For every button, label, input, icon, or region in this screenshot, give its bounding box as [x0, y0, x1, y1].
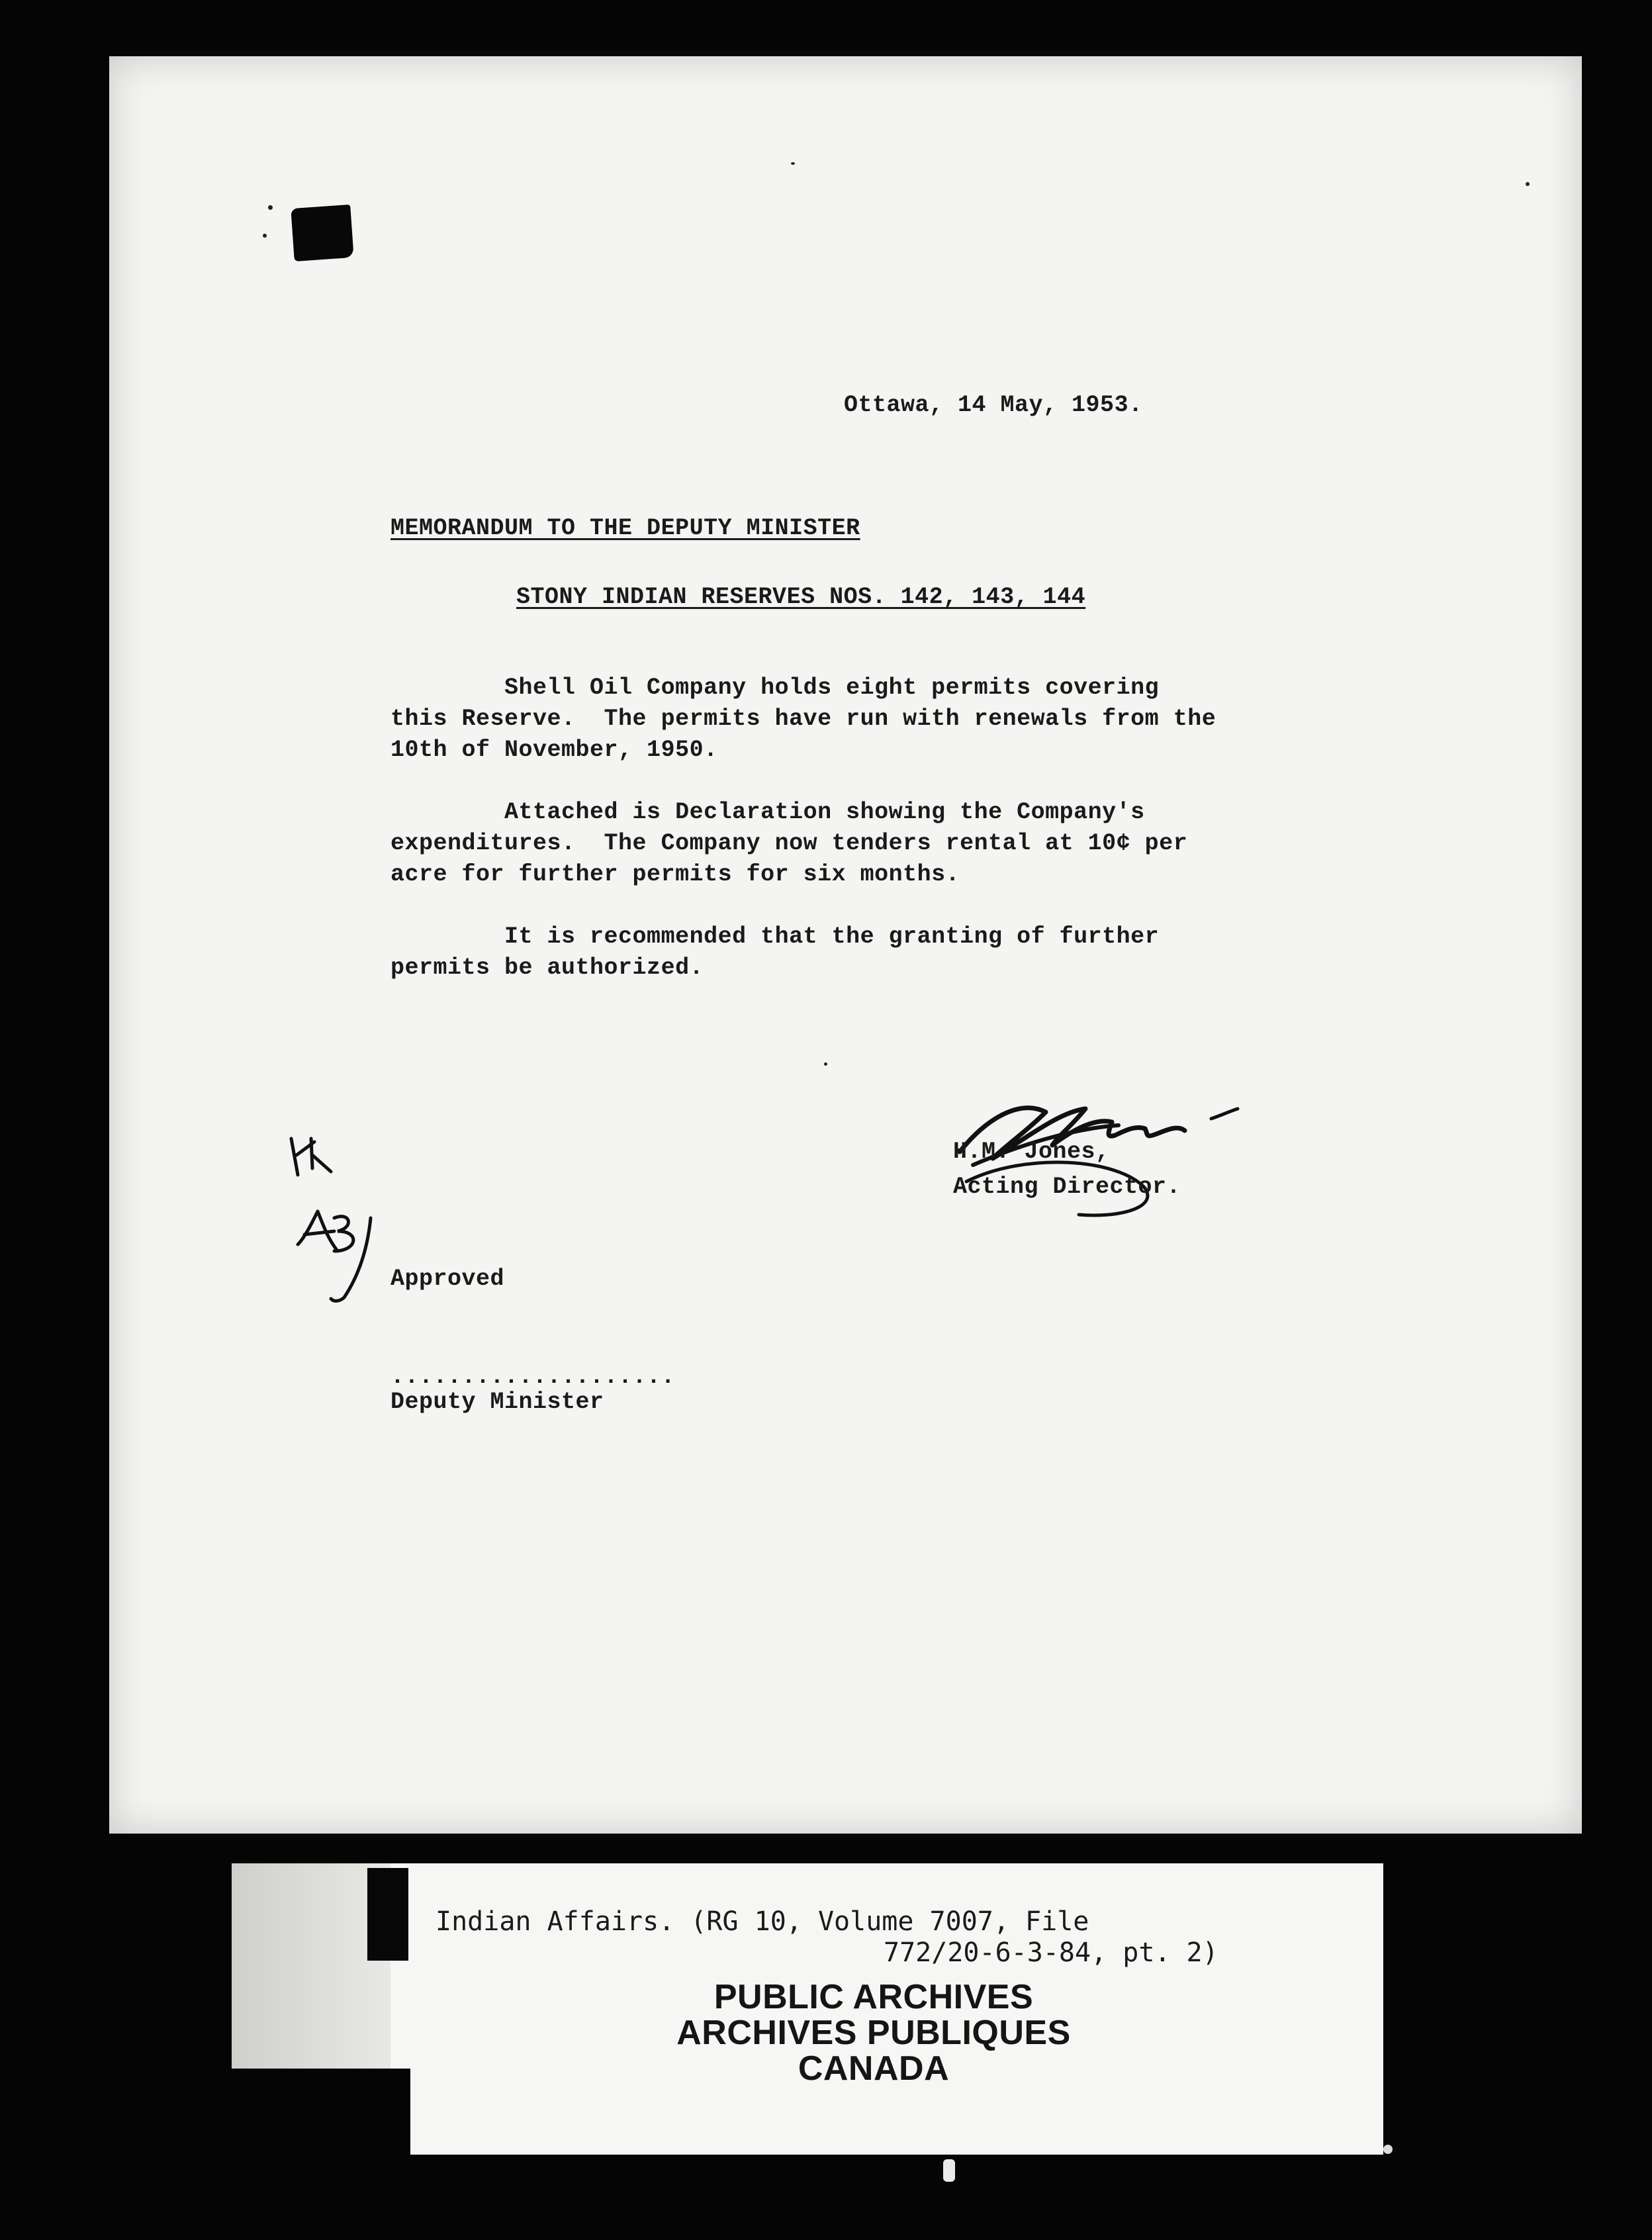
paragraph-line: this Reserve. The permits have run with renewals from the: [390, 706, 1216, 732]
signature-dotted-line: ....................: [390, 1364, 676, 1390]
paragraph-line: expenditures. The Company now tenders rental at 10¢ per: [390, 830, 1188, 857]
archive-name-fr: ARCHIVES PUBLIQUES: [676, 2014, 1071, 2052]
film-speck: [1383, 2145, 1393, 2154]
signatory-title: Acting Director.: [953, 1174, 1181, 1200]
punch-hole: [291, 205, 353, 261]
memo-dateline: Ottawa, 14 May, 1953.: [844, 392, 1143, 418]
film-speck: [943, 2159, 955, 2182]
archive-reference-line-1: Indian Affairs. (RG 10, Volume 7007, File: [436, 1906, 1089, 1937]
memo-heading: MEMORANDUM TO THE DEPUTY MINISTER: [390, 515, 860, 541]
paragraph-line: Shell Oil Company holds eight permits covering: [390, 675, 1160, 701]
paragraph-line: 10th of November, 1950.: [390, 737, 718, 763]
handwritten-initials: [278, 1119, 397, 1317]
paragraph-line: acre for further permits for six months.: [390, 861, 960, 888]
paper-speck: [268, 205, 273, 210]
paragraph-line: It is recommended that the granting of further: [390, 923, 1160, 950]
archive-label-shade: [232, 1863, 390, 2069]
archive-reference-line-2: 772/20-6-3-84, pt. 2): [884, 1937, 1218, 1968]
paragraph-line: Attached is Declaration showing the Company's: [390, 799, 1145, 825]
paragraph-line: permits be authorized.: [390, 955, 704, 981]
paper-speck: [263, 234, 267, 238]
memo-subject: STONY INDIAN RESERVES NOS. 142, 143, 144: [516, 584, 1086, 610]
paper-speck: [791, 162, 795, 165]
deputy-minister-label: Deputy Minister: [390, 1389, 604, 1415]
paper-speck: [1526, 182, 1530, 186]
archive-label-tab: [367, 1868, 408, 1961]
archive-name-en: PUBLIC ARCHIVES: [713, 1978, 1034, 2016]
paper-speck: [824, 1062, 827, 1066]
archive-country: CANADA: [798, 2049, 950, 2088]
signatory-name: H.M. Jones,: [953, 1139, 1110, 1165]
approved-label: Approved: [390, 1266, 505, 1292]
